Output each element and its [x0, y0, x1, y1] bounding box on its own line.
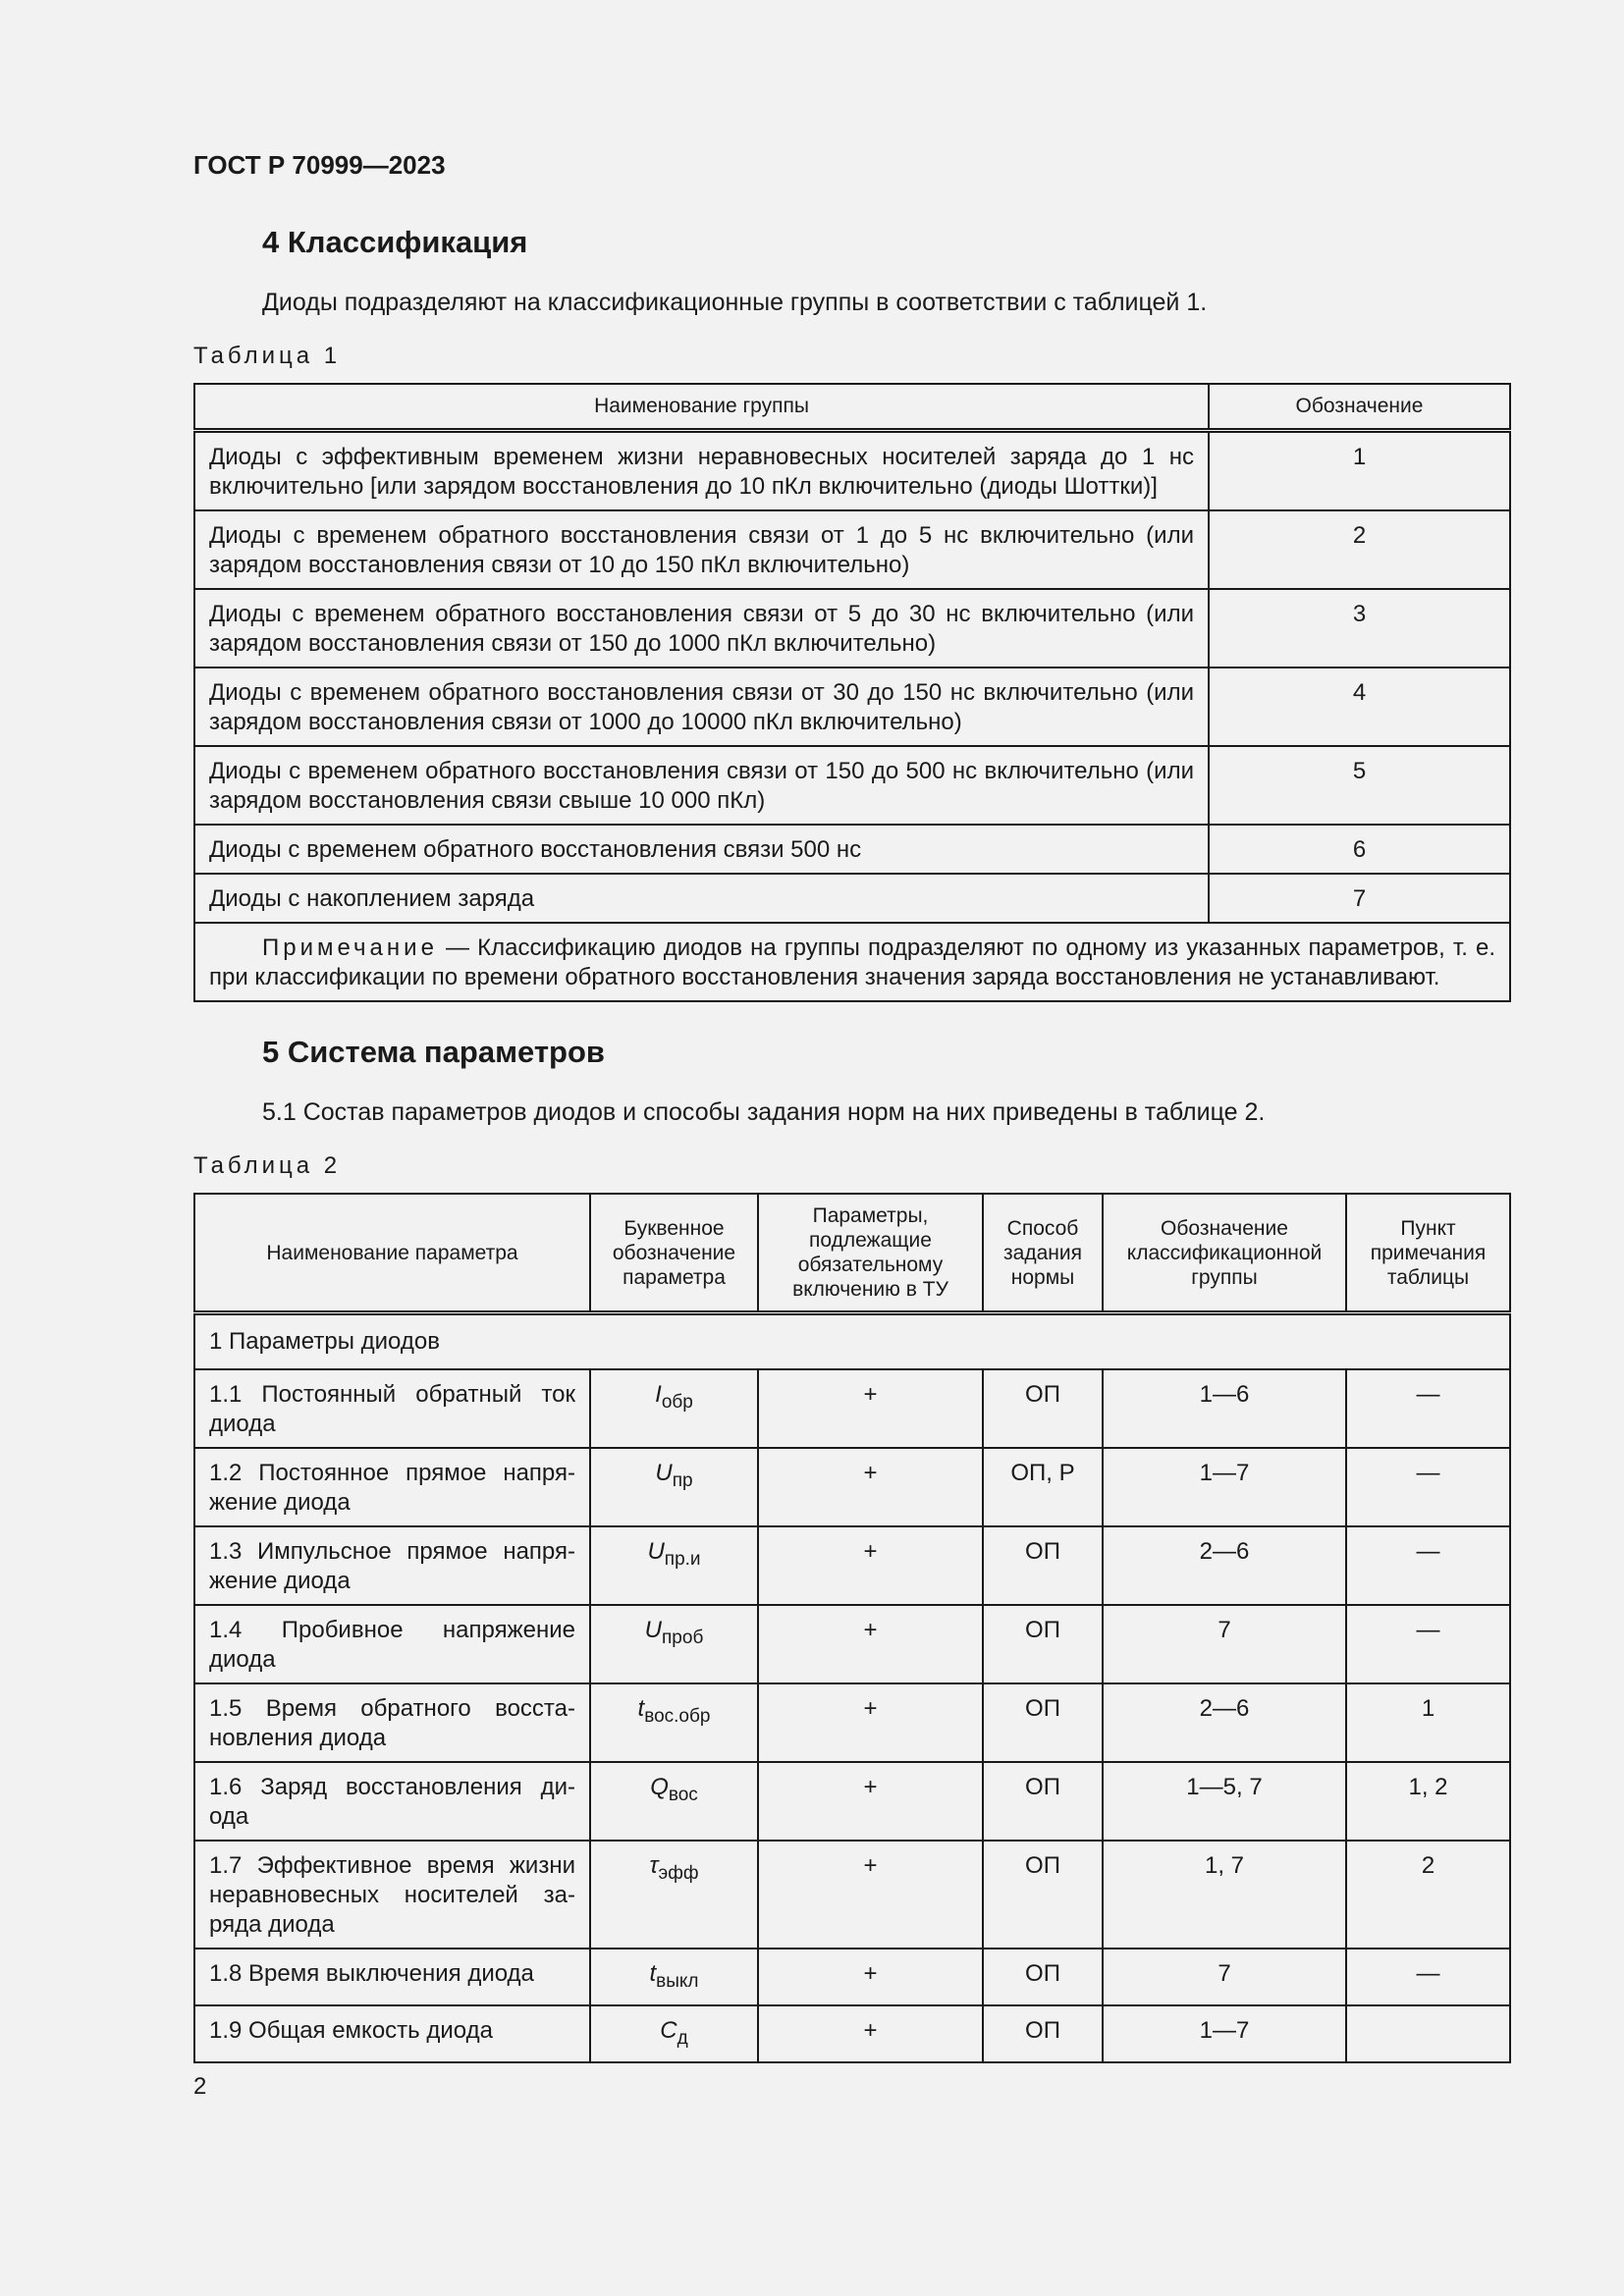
param-name: 1.2 Постоянное прямое напря-жение диода: [194, 1448, 590, 1526]
param-symbol: $U_{пр.и}$: [590, 1526, 758, 1605]
table-2-row: [194, 2005, 1510, 2062]
param-mandatory: +: [758, 1369, 983, 1448]
table-2-row: [194, 1683, 1510, 1762]
param-symbol: $U_{пр}$: [590, 1448, 758, 1526]
group-name: Диоды с временем обратного восстановления связи от 1 до 5 нс включительно (или зарядом восстановления связи от 10 до 150 пКл включительно): [194, 510, 1209, 589]
table-1-header-name: Наименование группы: [194, 384, 1209, 431]
group-name: Диоды с временем обратного восстановления связи от 30 до 150 нс включительно (или зарядом восстановления связи от 1000 до 10000 пКл включительно): [194, 667, 1209, 746]
param-note: [1346, 2005, 1510, 2062]
note-text: — Классификацию диодов на группы подразделяют по одному из указанных параметров, т. е. при классификации по времени обратного восстановления значения заряда восстановления не устанавливают.: [209, 934, 1495, 990]
param-note: —: [1346, 1448, 1510, 1526]
section-4-title: 4 Классификация: [262, 225, 528, 259]
param-note: —: [1346, 1949, 1510, 2005]
table-1-row: [194, 431, 1510, 511]
section-5-text: 5.1 Состав параметров диодов и способы задания норм на них приведены в таблице 2.: [262, 1098, 1266, 1126]
table-1-row: [194, 510, 1510, 589]
param-group: 1, 7: [1103, 1841, 1346, 1949]
param-group: 1—6: [1103, 1369, 1346, 1448]
param-mandatory: +: [758, 1762, 983, 1841]
param-symbol: $C_д$: [590, 2005, 758, 2062]
table-2: [193, 1193, 1511, 2063]
param-symbol: $U_{проб}$: [590, 1605, 758, 1683]
param-method: ОП: [983, 1369, 1103, 1448]
table-2-group-row: [194, 1313, 1510, 1370]
param-method: ОП: [983, 1949, 1103, 2005]
header-method: Способ задания нормы: [983, 1194, 1103, 1313]
group-code: 3: [1209, 589, 1510, 667]
table-2-row: [194, 1605, 1510, 1683]
header-group: Обозначение классификационной группы: [1103, 1194, 1346, 1313]
table-1-label: Таблица 1: [193, 343, 342, 369]
param-group: 1—7: [1103, 2005, 1346, 2062]
note-label: Примечание: [262, 934, 438, 961]
param-name: 1.8 Время выключения диода: [194, 1949, 590, 2005]
param-group: 1—5, 7: [1103, 1762, 1346, 1841]
group-name: Диоды с эффективным временем жизни неравновесных носителей заряда до 1 нс включительно [или зарядом восстановления до 10 пКл включительно (диоды Шоттки)]: [194, 431, 1209, 511]
header-param-name: Наименование параметра: [194, 1194, 590, 1313]
table-2-row: [194, 1762, 1510, 1841]
param-name: 1.6 Заряд восстановления ди-ода: [194, 1762, 590, 1841]
param-symbol: $Q_{вос}$: [590, 1762, 758, 1841]
table-1-row: [194, 874, 1510, 923]
param-note: —: [1346, 1369, 1510, 1448]
header-note: Пункт примечания таблицы: [1346, 1194, 1510, 1313]
table-1-row: [194, 667, 1510, 746]
param-name: 1.5 Время обратного восста-новления диода: [194, 1683, 590, 1762]
table-1-header-row: [194, 384, 1510, 431]
group-name: Диоды с временем обратного восстановления связи 500 нс: [194, 825, 1209, 874]
table-2-row: [194, 1841, 1510, 1949]
param-mandatory: +: [758, 1448, 983, 1526]
param-method: ОП, Р: [983, 1448, 1103, 1526]
param-method: ОП: [983, 1683, 1103, 1762]
param-note: 2: [1346, 1841, 1510, 1949]
group-code: 1: [1209, 431, 1510, 511]
param-name: 1.9 Общая емкость диода: [194, 2005, 590, 2062]
document-code: ГОСТ Р 70999—2023: [193, 150, 446, 180]
table-2-row: [194, 1526, 1510, 1605]
section-4-text: Диоды подразделяют на классификационные группы в соответствии с таблицей 1.: [262, 289, 1208, 316]
table-1-row: [194, 746, 1510, 825]
table-1: [193, 383, 1511, 1002]
table-1-header-code: Обозначение: [1209, 384, 1510, 431]
group-code: 4: [1209, 667, 1510, 746]
param-mandatory: +: [758, 1605, 983, 1683]
table-2-row: [194, 1949, 1510, 2005]
param-symbol: $\tau_{эфф}$: [590, 1841, 758, 1949]
param-name: 1.1 Постоянный обратный ток диода: [194, 1369, 590, 1448]
param-mandatory: +: [758, 1841, 983, 1949]
group-code: 6: [1209, 825, 1510, 874]
table-1-row: [194, 825, 1510, 874]
table-1-note: [194, 923, 1510, 1001]
param-symbol: $t_{вос.обр}$: [590, 1683, 758, 1762]
group-name: Диоды с накоплением заряда: [194, 874, 1209, 923]
table-2-label: Таблица 2: [193, 1152, 342, 1179]
param-group: 7: [1103, 1949, 1346, 2005]
param-mandatory: +: [758, 2005, 983, 2062]
table-2-header-row: [194, 1194, 1510, 1313]
section-5-title: 5 Система параметров: [262, 1035, 605, 1069]
header-symbol: Буквенное обозначение параметра: [590, 1194, 758, 1313]
param-name: 1.7 Эффективное время жизни неравновесных носителей за-ряда диода: [194, 1841, 590, 1949]
param-mandatory: +: [758, 1526, 983, 1605]
param-note: 1: [1346, 1683, 1510, 1762]
table-2-row: [194, 1369, 1510, 1448]
group-code: 5: [1209, 746, 1510, 825]
param-note: 1, 2: [1346, 1762, 1510, 1841]
param-group: 2—6: [1103, 1683, 1346, 1762]
table-1-note-row: [194, 923, 1510, 1001]
param-method: ОП: [983, 1605, 1103, 1683]
param-mandatory: +: [758, 1949, 983, 2005]
param-symbol: $t_{выкл}$: [590, 1949, 758, 2005]
param-mandatory: +: [758, 1683, 983, 1762]
group-code: 7: [1209, 874, 1510, 923]
param-group: 1—7: [1103, 1448, 1346, 1526]
param-method: ОП: [983, 2005, 1103, 2062]
group-name: Диоды с временем обратного восстановления связи от 150 до 500 нс включительно (или зарядом восстановления связи свыше 10 000 пКл): [194, 746, 1209, 825]
table-2-row: [194, 1448, 1510, 1526]
param-note: —: [1346, 1526, 1510, 1605]
table-1-row: [194, 589, 1510, 667]
group-title: 1 Параметры диодов: [194, 1313, 1510, 1370]
group-name: Диоды с временем обратного восстановления связи от 5 до 30 нс включительно (или зарядом восстановления связи от 150 до 1000 пКл включительно): [194, 589, 1209, 667]
param-group: 2—6: [1103, 1526, 1346, 1605]
param-group: 7: [1103, 1605, 1346, 1683]
param-method: ОП: [983, 1841, 1103, 1949]
param-method: ОП: [983, 1526, 1103, 1605]
param-name: 1.4 Пробивное напряжение диода: [194, 1605, 590, 1683]
param-name: 1.3 Импульсное прямое напря-жение диода: [194, 1526, 590, 1605]
param-note: —: [1346, 1605, 1510, 1683]
header-mandatory: Параметры, подлежащие обязательному включению в ТУ: [758, 1194, 983, 1313]
param-symbol: $I_{обр}$: [590, 1369, 758, 1448]
param-method: ОП: [983, 1762, 1103, 1841]
group-code: 2: [1209, 510, 1510, 589]
page-number: 2: [193, 2073, 207, 2100]
